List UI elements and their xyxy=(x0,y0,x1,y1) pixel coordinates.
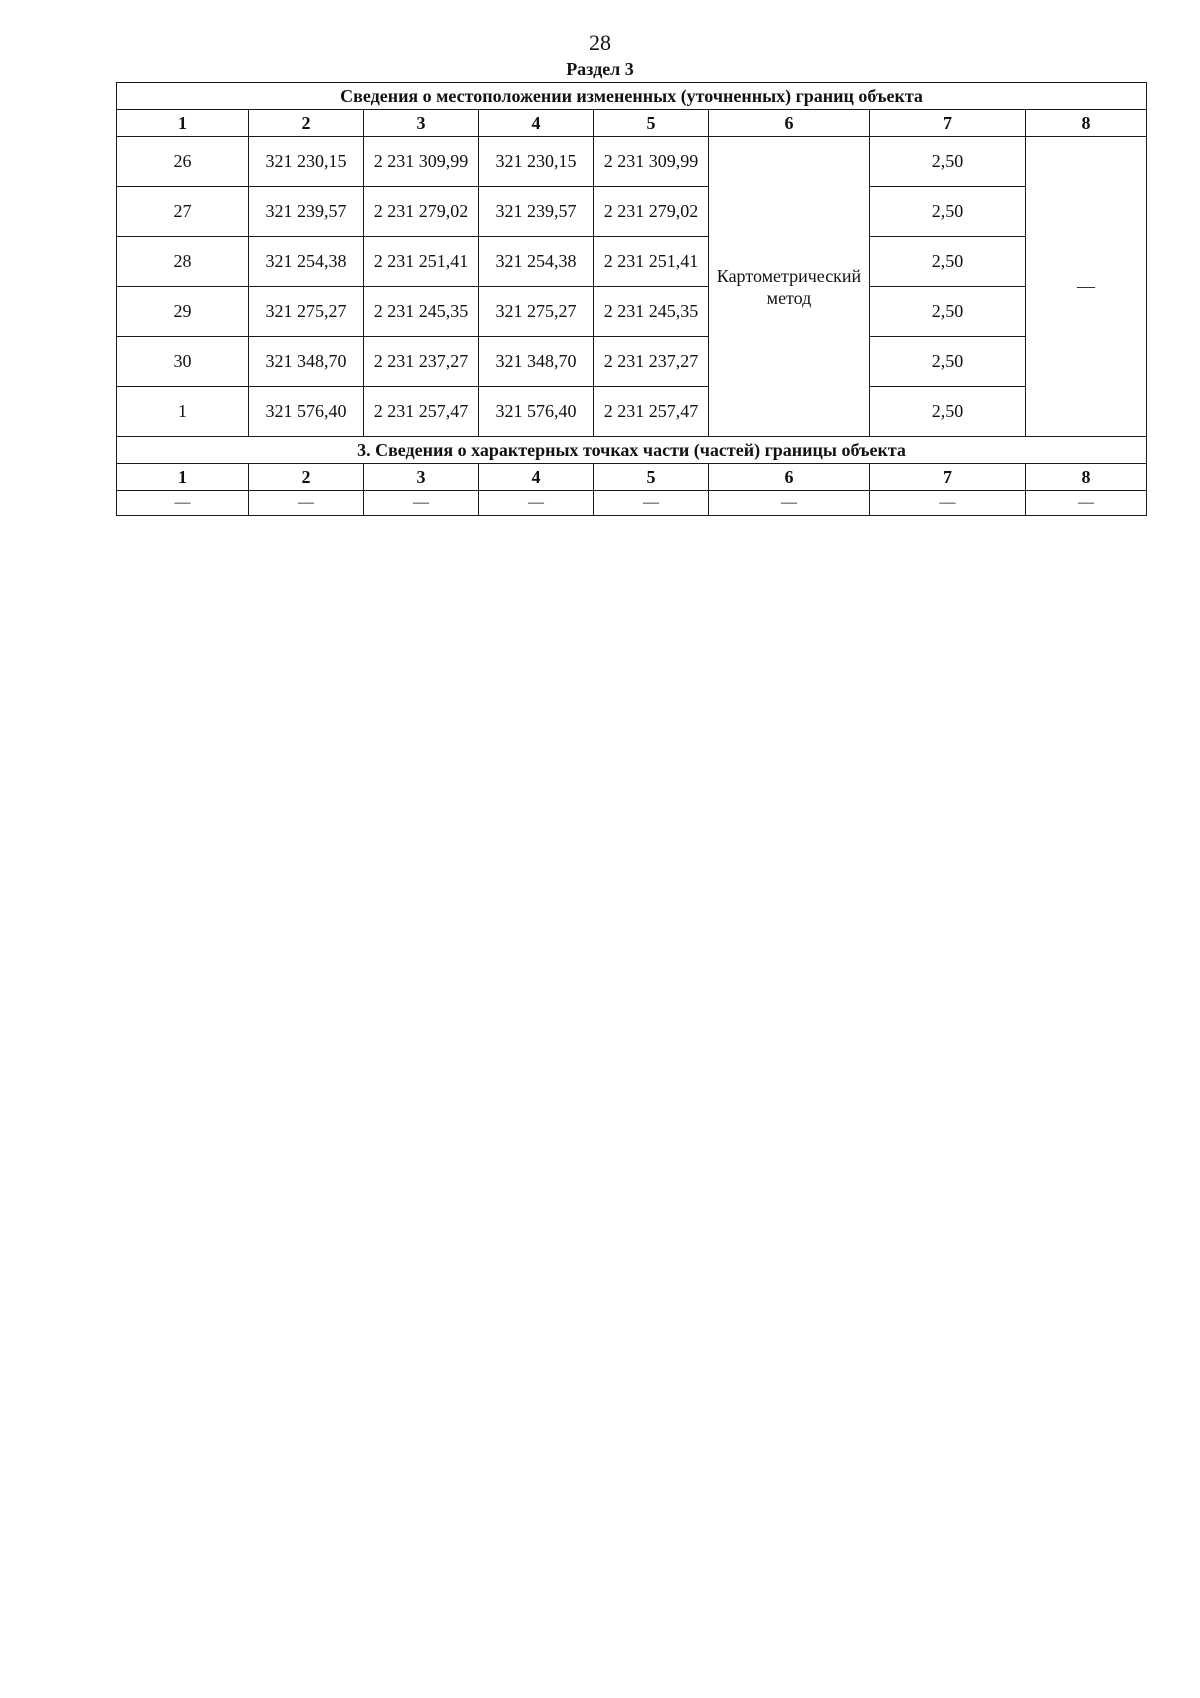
accuracy-cell: 2,50 xyxy=(870,337,1026,387)
page-number: 28 xyxy=(589,30,611,55)
coord-x-existing: 321 239,57 xyxy=(249,187,364,237)
coord-x-refined: 321 239,57 xyxy=(479,187,594,237)
table2-header-row xyxy=(117,464,1147,491)
table1-header-cell: 7 xyxy=(870,110,1026,137)
table2-header-cell: 3 xyxy=(364,464,479,491)
table1-header-cell: 1 xyxy=(117,110,249,137)
table2-header-cell: 6 xyxy=(709,464,870,491)
table2-header-cell: 7 xyxy=(870,464,1026,491)
coord-x-existing: 321 254,38 xyxy=(249,237,364,287)
coord-y-refined: 2 231 309,99 xyxy=(594,137,709,187)
point-number: 29 xyxy=(117,287,249,337)
coord-y-refined: 2 231 251,41 xyxy=(594,237,709,287)
empty-cell: — xyxy=(1026,491,1147,516)
table1-header-row xyxy=(117,110,1147,137)
table1-header-cell: 6 xyxy=(709,110,870,137)
coord-x-existing: 321 576,40 xyxy=(249,387,364,437)
coord-x-existing: 321 275,27 xyxy=(249,287,364,337)
coord-x-existing: 321 348,70 xyxy=(249,337,364,387)
coord-y-refined: 2 231 237,27 xyxy=(594,337,709,387)
table-row xyxy=(117,491,1147,516)
coord-y-existing: 2 231 257,47 xyxy=(364,387,479,437)
accuracy-cell: 2,50 xyxy=(870,387,1026,437)
table-row xyxy=(117,137,1147,187)
coord-y-refined: 2 231 279,02 xyxy=(594,187,709,237)
table-row xyxy=(117,287,1147,337)
point-number: 26 xyxy=(117,137,249,187)
table2-caption: 3. Сведения о характерных точках части (частей) границы объекта xyxy=(117,437,1147,464)
accuracy-cell: 2,50 xyxy=(870,237,1026,287)
table2-header-cell: 2 xyxy=(249,464,364,491)
coord-y-existing: 2 231 245,35 xyxy=(364,287,479,337)
table2-header-cell: 1 xyxy=(117,464,249,491)
accuracy-cell: 2,50 xyxy=(870,287,1026,337)
empty-cell: — xyxy=(249,491,364,516)
table1-caption: Сведения о местоположении измененных (уточненных) границ объекта xyxy=(117,83,1147,110)
table2-caption-row xyxy=(117,437,1147,464)
table2-header-cell: 8 xyxy=(1026,464,1147,491)
table1-header-cell: 3 xyxy=(364,110,479,137)
table1-caption-row xyxy=(117,83,1147,110)
empty-cell: — xyxy=(870,491,1026,516)
coord-x-refined: 321 275,27 xyxy=(479,287,594,337)
coord-y-existing: 2 231 279,02 xyxy=(364,187,479,237)
table1-header-cell: 8 xyxy=(1026,110,1147,137)
table1-header-cell: 2 xyxy=(249,110,364,137)
coord-x-refined: 321 348,70 xyxy=(479,337,594,387)
point-number: 28 xyxy=(117,237,249,287)
table-row xyxy=(117,387,1147,437)
coord-y-existing: 2 231 309,99 xyxy=(364,137,479,187)
table2-header-cell: 5 xyxy=(594,464,709,491)
section-title: Раздел 3 xyxy=(566,59,634,79)
table-row xyxy=(117,237,1147,287)
empty-cell: — xyxy=(117,491,249,516)
boundary-table xyxy=(116,82,1147,516)
table-row xyxy=(117,337,1147,387)
coord-y-existing: 2 231 251,41 xyxy=(364,237,479,287)
empty-cell: — xyxy=(364,491,479,516)
method-cell: Картометрический метод xyxy=(709,137,870,437)
coord-x-refined: 321 230,15 xyxy=(479,137,594,187)
point-number: 27 xyxy=(117,187,249,237)
empty-cell: — xyxy=(594,491,709,516)
accuracy-cell: 2,50 xyxy=(870,137,1026,187)
description-cell: — xyxy=(1026,137,1147,437)
table1-header-cell: 5 xyxy=(594,110,709,137)
table2-header-cell: 4 xyxy=(479,464,594,491)
empty-cell: — xyxy=(709,491,870,516)
coord-x-refined: 321 254,38 xyxy=(479,237,594,287)
empty-cell: — xyxy=(479,491,594,516)
coord-y-refined: 2 231 257,47 xyxy=(594,387,709,437)
point-number: 30 xyxy=(117,337,249,387)
table1-header-cell: 4 xyxy=(479,110,594,137)
table-row xyxy=(117,187,1147,237)
accuracy-cell: 2,50 xyxy=(870,187,1026,237)
point-number: 1 xyxy=(117,387,249,437)
coord-y-refined: 2 231 245,35 xyxy=(594,287,709,337)
coord-y-existing: 2 231 237,27 xyxy=(364,337,479,387)
coord-x-existing: 321 230,15 xyxy=(249,137,364,187)
coord-x-refined: 321 576,40 xyxy=(479,387,594,437)
